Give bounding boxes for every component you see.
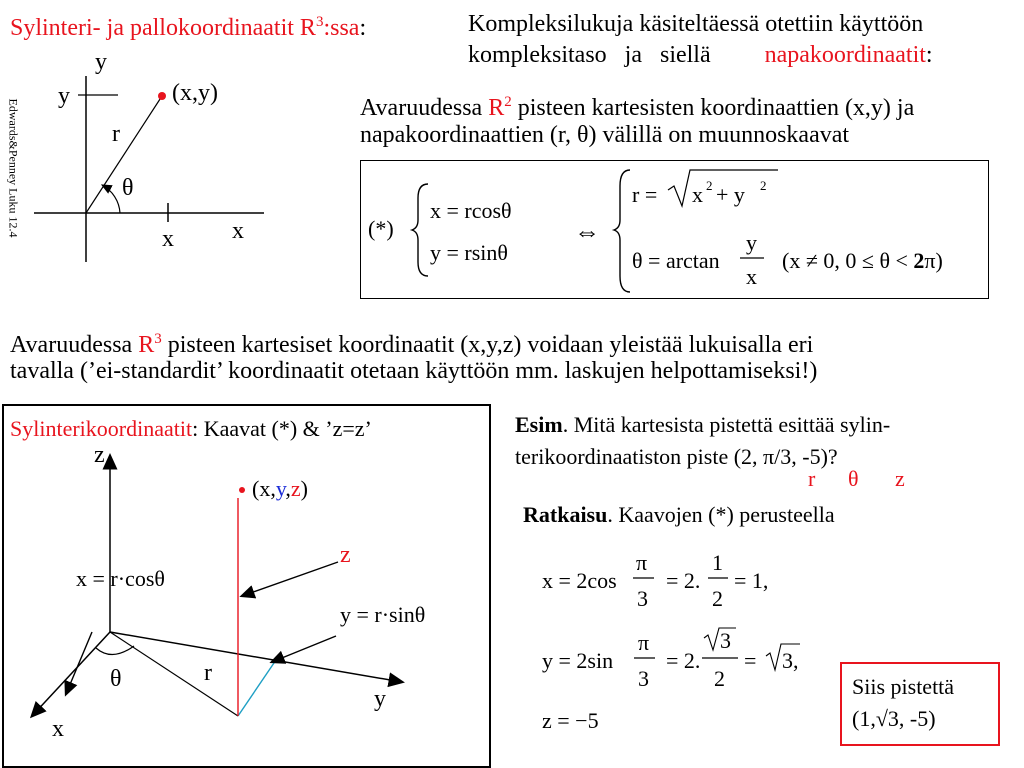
formula-tag: (*) bbox=[368, 216, 394, 241]
theta-arc bbox=[102, 185, 120, 213]
eq-r-sup2: 2 bbox=[760, 178, 767, 193]
frac-numerator: y bbox=[746, 230, 757, 255]
z-axis-label: z bbox=[94, 442, 105, 468]
condition: (x ≠ 0, 0 ≤ θ < 2π) bbox=[782, 248, 943, 273]
example-r-label: r bbox=[808, 466, 816, 491]
answer-line1: Siis pistettä bbox=[852, 674, 955, 699]
r-label: r bbox=[112, 121, 120, 147]
eq-theta-lhs: θ = arctan bbox=[632, 248, 720, 273]
x-end: = 1, bbox=[734, 568, 769, 593]
answer-line2: (1,√3, -5) bbox=[852, 706, 936, 731]
theta-label: θ bbox=[110, 666, 122, 692]
cylindrical-diagram bbox=[0, 404, 491, 768]
polar-intro-line2: napakoordinaattien (r, θ) välillä on muunnoskaavat bbox=[360, 122, 850, 148]
frac-denominator: x bbox=[746, 264, 757, 289]
r3-intro-line1: Avaruudessa $R^3$ pisteen kartesiset koordinaatit (x,y,z) voidaan yleistää lukuisalla eri bbox=[10, 331, 814, 358]
x-equation: x = r·cosθ bbox=[76, 566, 165, 591]
z-label: z bbox=[340, 542, 351, 568]
x-tick-label: x bbox=[162, 226, 174, 252]
y-tick-label: y bbox=[58, 83, 70, 109]
x-lhs: x = 2cos bbox=[542, 568, 617, 593]
y-axis-label: y bbox=[374, 686, 386, 712]
eq-r-lhs: r = bbox=[632, 182, 658, 207]
x-two: 2 bbox=[712, 586, 723, 611]
x-axis-label: x bbox=[52, 716, 64, 742]
example-line2: terikoordinaatiston piste (2, π/3, -5)? bbox=[515, 444, 838, 469]
example-theta-label: θ bbox=[848, 466, 859, 491]
x-eq-arrow bbox=[66, 632, 92, 694]
equivalence-symbol: ⇔ bbox=[574, 217, 600, 246]
cylindrical-title: Sylinterikoordinaatit: Kaavat (*) & ’z=z’ bbox=[10, 416, 372, 441]
z-eq-arrow bbox=[242, 562, 338, 596]
x-axis-line bbox=[32, 632, 110, 716]
point-dot bbox=[239, 487, 245, 493]
y-mid: = 2. bbox=[666, 648, 701, 673]
y-pi: π bbox=[638, 630, 650, 655]
solution-line: Ratkaisu. Kaavojen (*) perusteella bbox=[523, 502, 835, 527]
y-end: 3, bbox=[782, 648, 799, 673]
theta-arc bbox=[96, 646, 134, 655]
complex-intro-line2: kompleksitaso ja siellä napakoordinaatit: bbox=[468, 42, 933, 68]
y-projection-line bbox=[238, 660, 276, 716]
y-eq-arrow bbox=[272, 636, 336, 662]
page-title: Sylinteri- ja pallokoordinaatit $R^3:ssa$: bbox=[10, 14, 367, 41]
r-label: r bbox=[204, 660, 212, 686]
eq-x-rcos: x = rcosθ bbox=[430, 198, 512, 223]
example-z-label: z bbox=[895, 466, 905, 491]
eq-y-rsin: y = rsinθ bbox=[430, 240, 508, 265]
eq-r-sup1: 2 bbox=[706, 178, 713, 193]
complex-intro-line1: Kompleksilukuja käsiteltäessä otettiin käyttöön bbox=[468, 11, 924, 37]
y-axis-line bbox=[110, 632, 402, 682]
r3-intro-line2: tavalla (’ei-standardit’ koordinaatit otetaan käyttöön mm. laskujen helpottamiseksi!) bbox=[10, 358, 818, 384]
theta-label: θ bbox=[122, 175, 134, 201]
eq-r-plus-y: + y bbox=[716, 182, 745, 207]
eq-r-x: x bbox=[692, 182, 703, 207]
polar-diagram bbox=[0, 0, 290, 270]
y-two: 2 bbox=[714, 666, 725, 691]
y-axis-label: y bbox=[95, 49, 107, 75]
point-dot bbox=[158, 92, 166, 100]
x-three: 3 bbox=[637, 586, 648, 611]
solution-math bbox=[530, 540, 830, 750]
polar-intro-line1: Avaruudessa $R^2$ pisteen kartesisten koordinaattien (x,y) ja bbox=[360, 94, 915, 121]
x-mid: = 2. bbox=[666, 568, 701, 593]
r-line bbox=[110, 632, 238, 716]
y-lhs: y = 2sin bbox=[542, 648, 614, 673]
y-equation: y = r·sinθ bbox=[340, 602, 426, 627]
point-label: (x,y,z) bbox=[252, 476, 308, 501]
example-line1: Esim. Mitä kartesista pistettä esittää sylin- bbox=[515, 412, 891, 437]
side-caption: Edwards&Penney Luku 12.4 bbox=[6, 98, 21, 237]
right-brace bbox=[614, 170, 630, 292]
y-three: 3 bbox=[638, 666, 649, 691]
y-end-eq: = bbox=[744, 648, 757, 673]
x-pi: π bbox=[636, 550, 648, 575]
point-label: (x,y) bbox=[172, 80, 218, 106]
left-brace bbox=[412, 184, 428, 276]
y-sqrt3: 3 bbox=[720, 628, 731, 653]
x-axis-label: x bbox=[232, 218, 244, 244]
z-line: z = −5 bbox=[542, 708, 599, 733]
x-one: 1 bbox=[712, 550, 723, 575]
formula-box-content bbox=[360, 160, 989, 299]
